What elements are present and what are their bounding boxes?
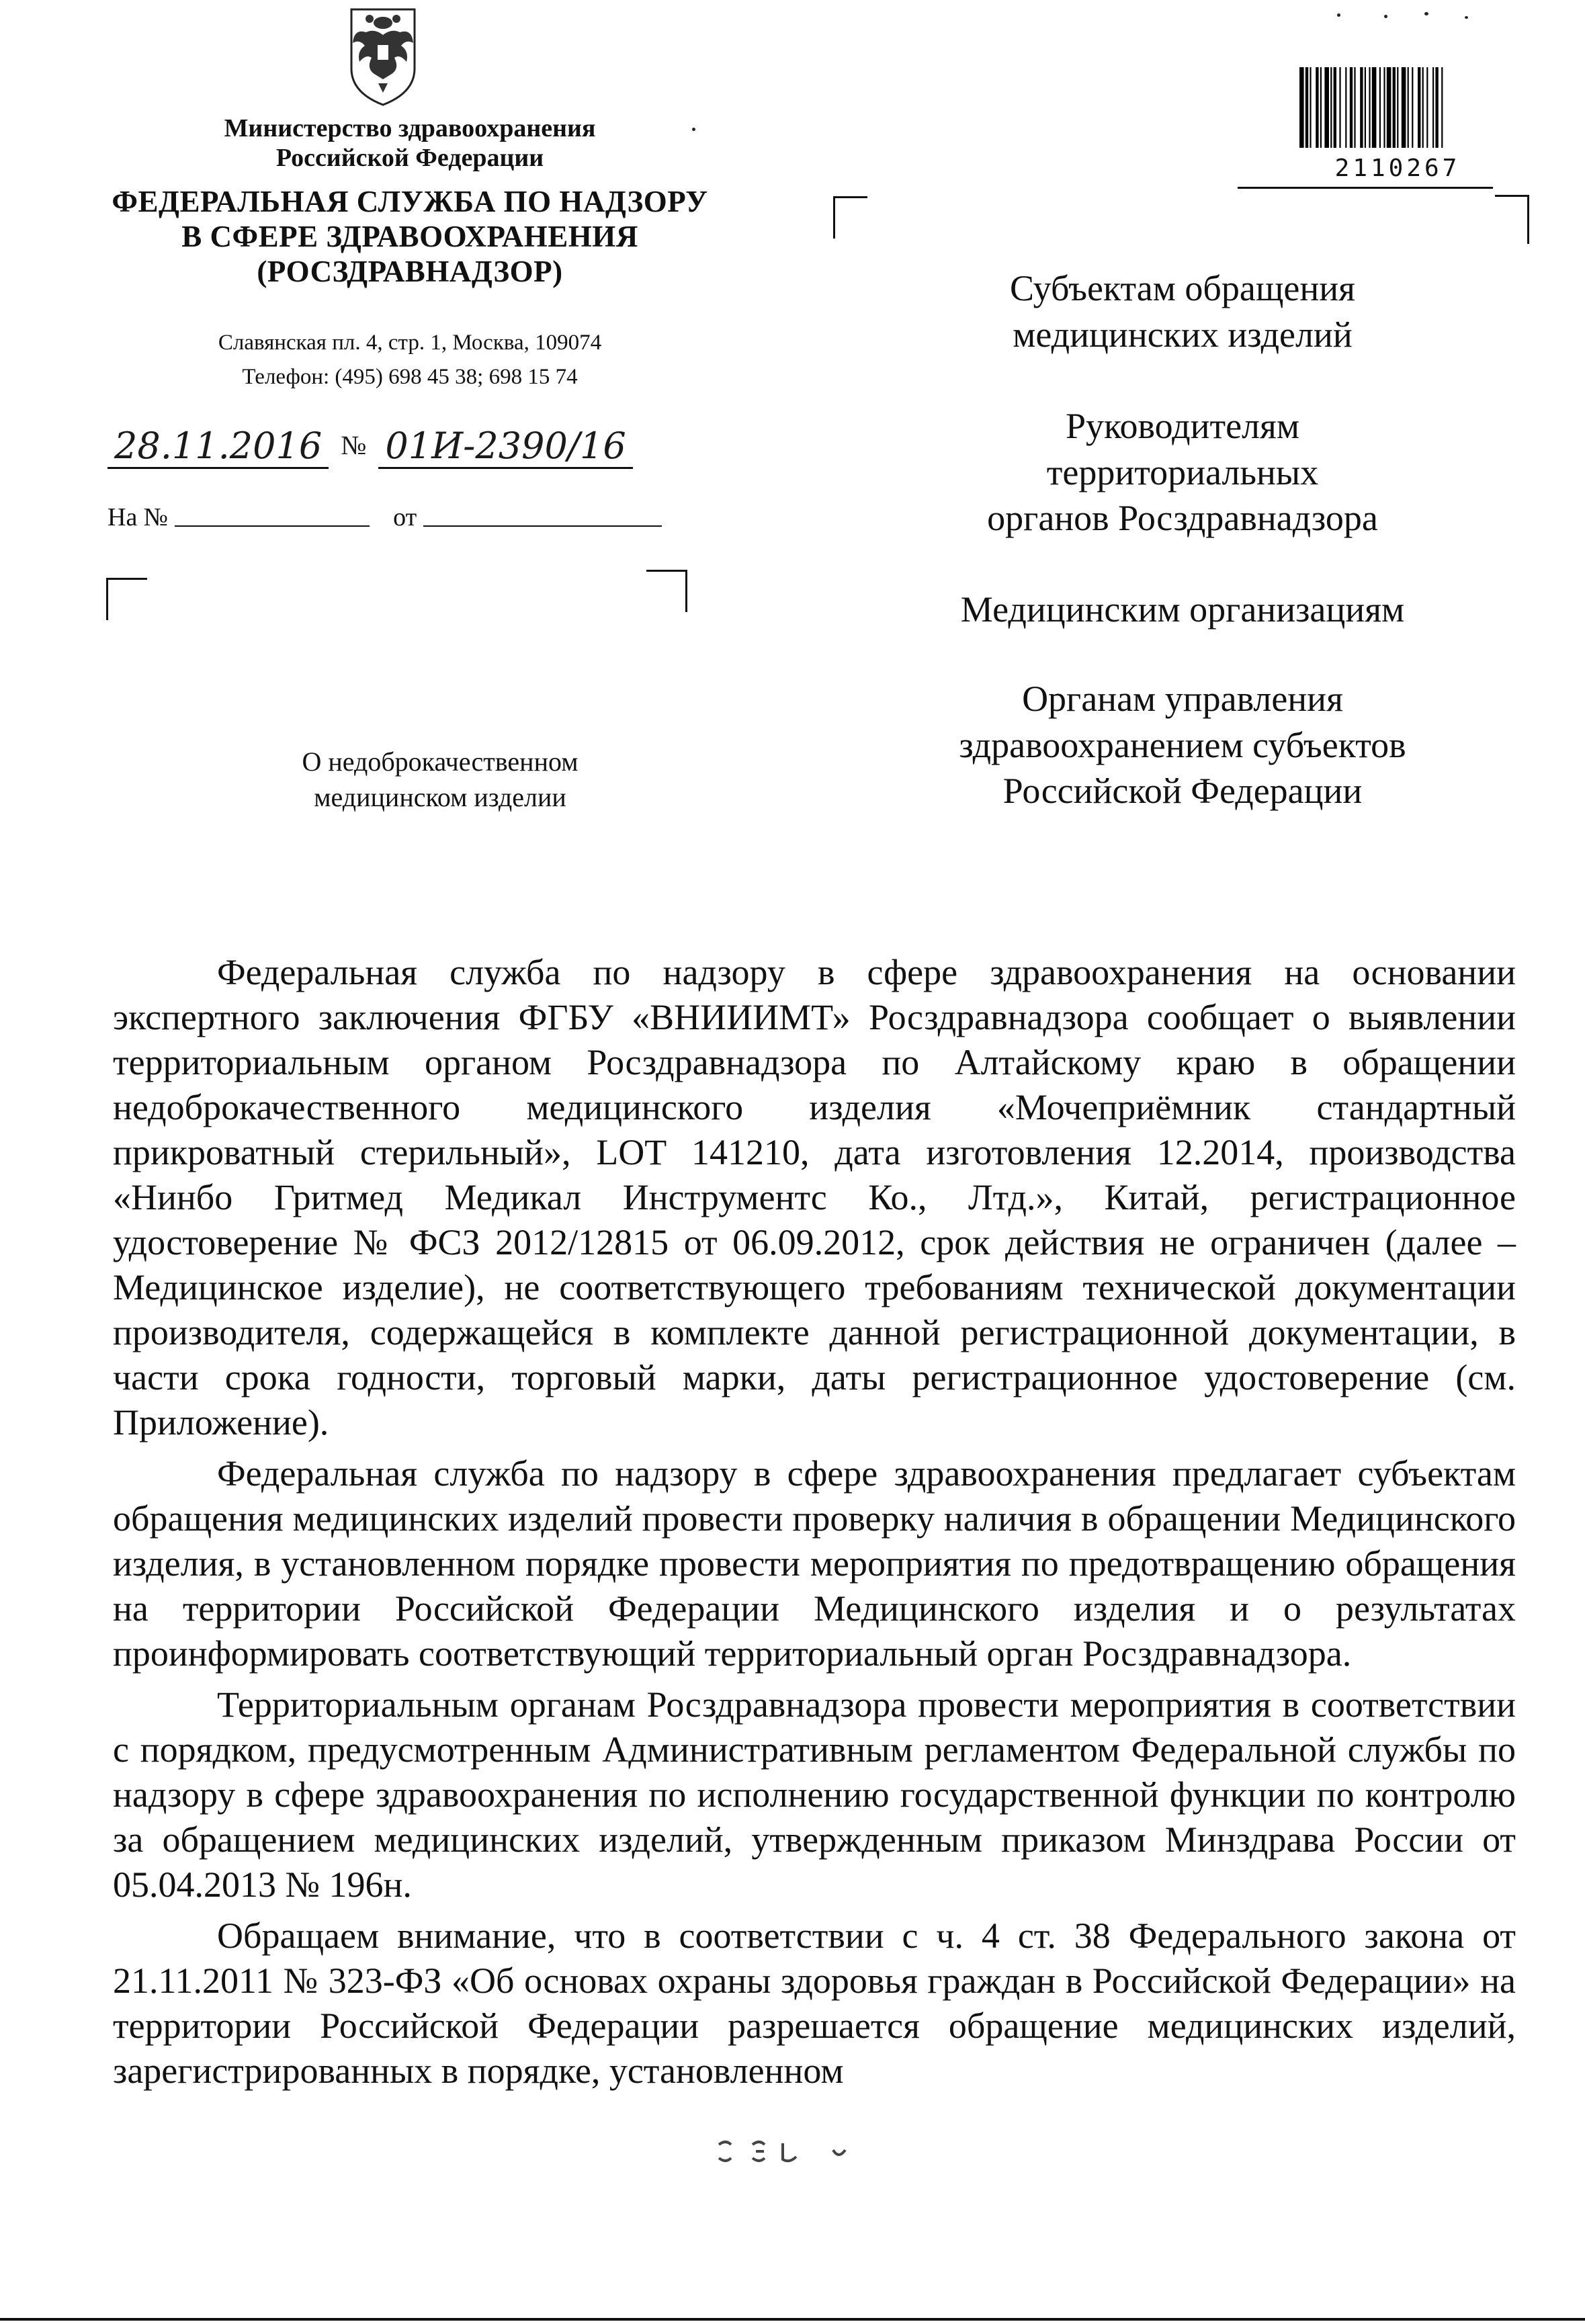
body-paragraph: Федеральная служба по надзору в сфере здравоохранения на основании экспертного заключения ФГБУ «ВНИИИМТ» Росздравнадзора сообщает о выявлении территориальным органом Росздравнадзора по Алтайскому краю в обращении недоброкачественного медицинского изделия «Мочеприёмник стандартный прикроватный стерильный», LOT 141210, дата изготовления 12.2014, производства «Нинбо Гритмед Медикал Инструментс Ко., Лтд.», Китай, регистрационное удостоверение № ФСЗ 2012/12815 от 06.09.2012, срок действия не ограничен (далее – Медицинское изделие), не соответствующего требованиям технической документации производителя, содержащейся в комплекте данной регистрационной документации, в части срока годности, торговый марки, даты регистрационное удостоверение (см. Приложение).: [113, 952, 1516, 1443]
body-paragraph: Территориальным органам Росздравнадзора провести мероприятия в соответствии с порядком, предусмотренным Административным регламентом Федеральной службы по надзору в сфере здравоохранения по исполнению государственной функции по контролю за обращением медицинских изделий, утвержденным приказом Минздрава России от 05.04.2013 № 196н.: [113, 1684, 1516, 1905]
letter-subject: [228, 744, 652, 815]
service-name: [101, 185, 719, 289]
outgoing-date-number: [108, 425, 712, 478]
address-text: Славянская пл. 4, стр. 1, Москва, 109074: [218, 331, 602, 355]
scan-speck: [1465, 16, 1468, 19]
corner-bracket: [833, 196, 867, 239]
letter-body: [113, 950, 1516, 2094]
barcode-bar: [1316, 67, 1318, 148]
service-line: ФЕДЕРАЛЬНАЯ СЛУЖБА ПО НАДЗОРУ: [112, 185, 708, 218]
reference-number-blank: [175, 505, 370, 527]
ministry-name: [155, 114, 665, 173]
corner-bracket: [646, 570, 687, 612]
addressee-line: Субъектам обращения: [1009, 268, 1356, 308]
phone-text: Телефон: (495) 698 45 38; 698 15 74: [242, 365, 578, 390]
barcode-bar: [1305, 67, 1308, 148]
barcode-bar: [1339, 67, 1340, 148]
corner-bracket: [1495, 195, 1529, 244]
addressee-line: органов Росздравнадзора: [987, 498, 1378, 539]
body-paragraph: Федеральная служба по надзору в сфере здравоохранения предлагает субъектам обращения медицинских изделий провести проверку наличия в обращении Медицинского изделия, в установленном порядке провести мероприятия по предотвращению обращения на территории Российской Федерации Медицинского изделия и о результатах проинформировать соответствующий территориальный орган Росздравнадзора.: [113, 1453, 1516, 1674]
scan-speck: [692, 128, 695, 131]
barcode-bar: [1435, 67, 1438, 148]
barcode-bar: [1397, 67, 1398, 148]
barcode-bar: [1354, 67, 1355, 148]
reference-date-blank: [423, 505, 662, 527]
scan-edge-line: [0, 2318, 1585, 2321]
barcode-bar: [1350, 67, 1353, 148]
addressee-line: Руководителям: [1066, 406, 1299, 446]
addressee-line: медицинских изделий: [1013, 314, 1353, 355]
coat-of-arms-emblem: [339, 4, 427, 106]
barcode-bar: [1387, 67, 1391, 148]
reference-prefix: На №: [108, 503, 169, 531]
barcode-bar: [1418, 67, 1420, 148]
addressee-line: Медицинским организациям: [960, 589, 1405, 630]
addressee-block: [894, 587, 1471, 633]
outgoing-number: 01И-2390/16: [378, 425, 632, 469]
barcode-bar: [1369, 67, 1370, 148]
barcode-number: 2110267: [1334, 155, 1461, 182]
ministry-line: Министерство здравоохранения: [224, 114, 596, 142]
service-line: В СФЕРЕ ЗДРАВООХРАНЕНИЯ: [181, 219, 638, 253]
barcode-bar: [1299, 67, 1304, 148]
addressee-block: [894, 403, 1471, 542]
barcode-bar: [1345, 67, 1346, 148]
ministry-line: Российской Федерации: [275, 143, 544, 172]
addressee-line: территориальных: [1046, 451, 1319, 492]
addressee-block: [894, 676, 1471, 814]
barcode-bar: [1372, 67, 1377, 148]
barcode-bar: [1412, 67, 1413, 148]
barcode-bar: [1310, 67, 1311, 148]
service-line: (РОСЗДРАВНАДЗОР): [257, 254, 563, 288]
reference-from: от: [393, 503, 417, 531]
barcode: [1297, 67, 1498, 148]
barcode-bar: [1365, 67, 1366, 148]
barcode-bar: [1432, 67, 1434, 148]
stamp-mark: [705, 2131, 873, 2171]
contact-block: [155, 326, 665, 394]
subject-line: О недоброкачественном: [302, 746, 579, 777]
barcode-bar: [1320, 67, 1322, 148]
divider-line: [1238, 187, 1493, 189]
outgoing-date: 28.11.2016: [108, 425, 329, 469]
barcode-bar: [1441, 67, 1443, 148]
addressee-line: Органам управления: [1022, 679, 1343, 719]
addressee-line: здравоохранением субъектов: [959, 724, 1406, 765]
barcode-bar: [1393, 67, 1396, 148]
barcode-bar: [1360, 67, 1363, 148]
subject-line: медицинском изделии: [314, 782, 566, 813]
addressee-block: [894, 265, 1471, 357]
reference-line: [108, 503, 712, 532]
barcode-bar: [1408, 67, 1409, 148]
barcode-bar: [1330, 67, 1332, 148]
barcode-bar: [1402, 67, 1406, 148]
barcode-bar: [1426, 67, 1428, 148]
barcode-bar: [1379, 67, 1381, 148]
scan-speck: [1337, 13, 1340, 17]
barcode-bar: [1422, 67, 1424, 148]
scan-speck: [1424, 12, 1428, 15]
barcode-bar: [1334, 67, 1336, 148]
body-paragraph: Обращаем внимание, что в соответствии с ч. 4 ст. 38 Федерального закона от 21.11.2011 № 323-ФЗ «Об основах охраны здоровья граждан в Российской Федерации» на территории Российской Федерации разрешается обращение медицинских изделий, зарегистрированных в порядке, установленном: [113, 1916, 1516, 2091]
barcode-bar: [1324, 67, 1329, 148]
addressee-line: Российской Федерации: [1002, 771, 1363, 812]
number-sign: №: [341, 430, 367, 460]
barcode-bar: [1383, 67, 1385, 148]
scan-speck: [1384, 15, 1387, 18]
corner-bracket: [106, 578, 147, 620]
